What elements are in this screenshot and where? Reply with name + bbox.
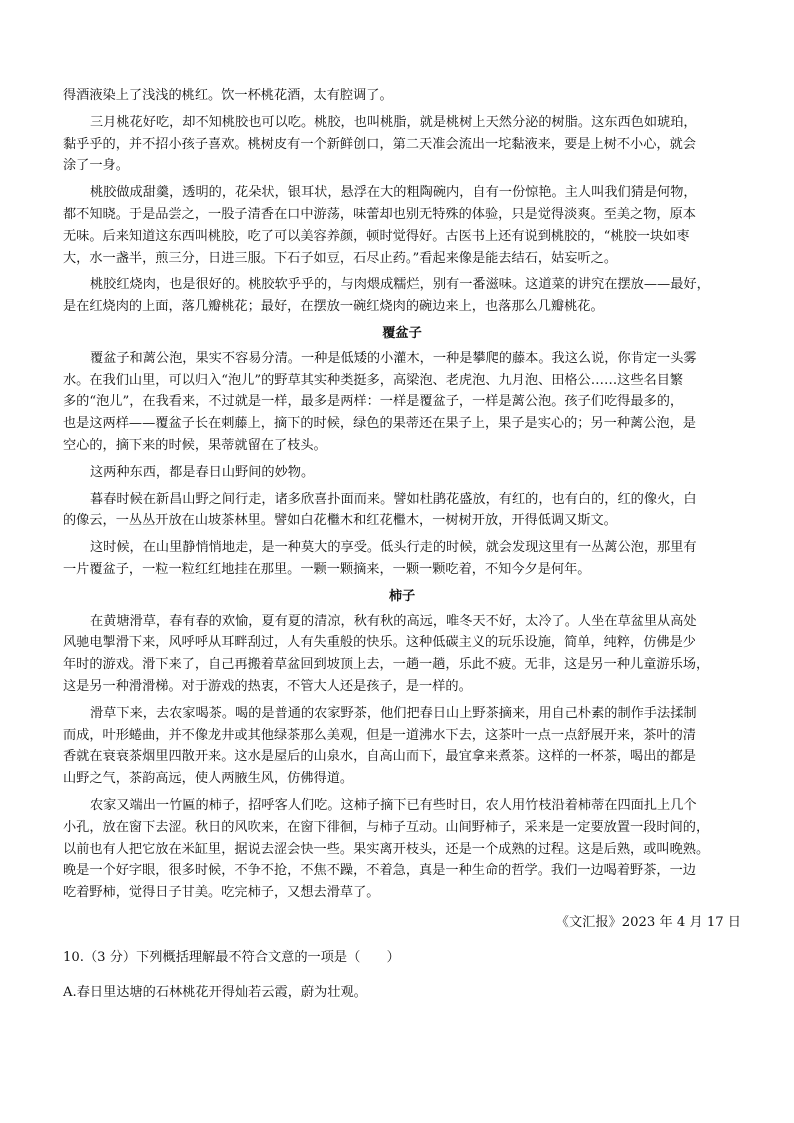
paragraph-taojiao-1 [63, 112, 741, 177]
paragraph-shizi-2 [63, 703, 741, 790]
text-line: 空心的，摘下来的时候，果蒂就留在了枝头。 [63, 437, 327, 453]
text-line: 香就在衰衰茶烟里四散开来。这水是屋后的山泉水，自高山而下，最宜拿来煮茶。这样的一杯茶，喝出的都是 [63, 749, 696, 765]
text-line: 而成，叶形蜷曲，并不像龙井或其他绿茶那么美观，但是一道沸水下去，这茶叶一点一点舒展开来，茶叶的清 [63, 727, 696, 743]
text-line: 这是另一种滑滑梯。对于游戏的热衷，不管大人还是孩子，是一样的。 [63, 678, 472, 694]
question-option-a: A.春日里达塘的石林桃花开得灿若云霞，蔚为壮观。 [63, 984, 367, 1000]
document-page [63, 85, 741, 1004]
text-line: 无味。后来知道这东西叫桃胶，吃了可以美容养颜，顿时觉得好。古医书上还有说到桃胶的，“桃胶一块如枣 [63, 228, 690, 244]
text-line: 山野之气，茶韵高远，使人两腋生风，仿佛得道。 [63, 771, 354, 787]
intro-line: 得酒液染上了浅浅的桃红。饮一杯桃花酒，太有腔调了。 [63, 88, 393, 103]
text-line: 桃胶做成甜羹，透明的，花朵状，银耳状，悬浮在大的粗陶碗内，自有一份惊艳。主人叫我们猜是何物， [90, 185, 697, 201]
text-line: 农家又端出一竹匾的柿子，招呼客人们吃。这柿子摘下已有些时日，农人用竹枝沿着柿蒂在四面扎上几个 [90, 797, 697, 813]
question-stem: 10.（3 分）下列概括理解最不符合文意的一项是（ ） [63, 949, 400, 965]
paragraph-shizi-1 [63, 611, 741, 698]
paragraph-taojiao-2 [63, 182, 741, 269]
text-line: 三月桃花好吃，却不知桃胶也可以吃。桃胶，也叫桃脂，就是桃树上天然分泌的树脂。这东西色如琥珀， [90, 114, 697, 130]
text-line: 的像云，一丛丛开放在山坡茶林里。譬如白花檵木和红花檵木，一树树开放，开得低调又斯文。 [63, 513, 617, 529]
text-line: 涂了一身。 [63, 158, 129, 174]
section-heading-shizi: 柿子 [388, 588, 416, 604]
text-line: 黏乎乎的，并不招小孩子喜欢。桃树皮有一个新鲜创口，第二天准会流出一坨黏液来，要是上树不小心，就会 [63, 136, 696, 152]
text-line: 以前也有人把它放在米缸里，据说去涩会快一些。果实离开枝头，还是一个成熟的过程。这是后熟，或叫晚熟。 [63, 841, 710, 857]
text-line: 都不知晓。于是品尝之，一股子清香在口中游荡，味蕾却也别无特殊的体验，只是觉得淡爽。至美之物，原本 [63, 206, 696, 222]
text-line: 是在红烧肉的上面，落几瓣桃花；最好，在摆放一碗红烧肉的碗边来上，也落那么几瓣桃花。 [63, 299, 604, 315]
paragraph-fupenzi-4 [63, 537, 741, 581]
text-line: 一片覆盆子，一粒一粒红红地挂在那里。一颗一颗摘来，一颗一颗吃着，不知今夕是何年。 [63, 561, 591, 577]
text-line: 吃着野柿，觉得日子甘美。吃完柿子，又想去滑草了。 [63, 885, 380, 901]
text-line: 风驰电掣滑下来，风呼呼从耳畔刮过，人有失重般的快乐。这种低碳主义的玩乐设施，简单，纯粹，仿佛是少 [63, 635, 696, 651]
text-line: 大，水一盏半，煎三分，日进三服。下石子如豆，石尽止药。”看起来像是能去结石，姑妄听之。 [63, 250, 618, 266]
text-line: 小孔，放在窗下去涩。秋日的风吹来，在窗下徘徊，与柿子互动。山间野柿子，采来是一定要放置一段时间的， [63, 819, 710, 835]
text-line: 桃胶红烧肉，也是很好的。桃胶软乎乎的，与肉煨成糯烂，别有一番滋味。这道菜的讲究在摆放——最好， [90, 277, 710, 293]
text-line: 水。在我们山里，可以归入“泡儿”的野草其实种类挺多，高梁泡、老虎泡、九月泡、田格公……这些名目繁 [63, 372, 684, 388]
section-heading-fupenzi: 覆盆子 [382, 325, 422, 341]
text-line: 晚是一个好字眼，很多时候，不争不抢，不焦不躁，不着急，真是一种生命的哲学。我们一边喝着野茶，一边 [63, 863, 696, 879]
text-line: 年时的游戏。滑下来了，自己再搬着草盆回到坡顶上去，一趟一趟，乐此不疲。无非，这是另一种儿童游乐场， [63, 657, 710, 673]
paragraph-shizi-3 [63, 795, 741, 904]
text-line: 滑草下来，去农家喝茶。喝的是普通的农家野茶，他们把春日山上野茶摘来，用自己朴素的制作手法揉制 [90, 705, 697, 721]
text-line: 这两种东西，都是春日山野间的妙物。 [90, 464, 315, 480]
text-line: 这时候，在山里静悄悄地走，是一种莫大的享受。低头行走的时候，就会发现这里有一丛蓠公泡，那里有 [90, 540, 697, 556]
paragraph-fupenzi-1 [63, 348, 741, 457]
text-line: 覆盆子和蓠公泡，果实不容易分清。一种是低矮的小灌木，一种是攀爬的藤本。我这么说，你肯定一头雾 [90, 350, 697, 366]
text-line: 在黄塘滑草，春有春的欢愉，夏有夏的清凉，秋有秋的高远，唯冬天不好，太冷了。人坐在草盆里从高处 [90, 613, 697, 629]
paragraph-taojiao-3 [63, 274, 741, 318]
text-line: 也是这两样——覆盆子长在刺藤上，摘下的时候，绿色的果蒂还在果子上，果子是实心的；另一种蓠公泡，是 [63, 416, 696, 432]
article-source: 《文汇报》2023 年 4 月 17 日 [555, 914, 741, 930]
paragraph-fupenzi-2 [63, 462, 741, 484]
text-line: 多的“泡儿”，在我看来，不过就是一样，最多是两样：一样是覆盆子，一样是蓠公泡。孩子们吃得最多的， [63, 394, 684, 410]
paragraph-fupenzi-3 [63, 489, 741, 533]
text-line: 暮春时候在新昌山野之间行走，诸多欣喜扑面而来。譬如杜鹃花盛放，有红的，也有白的，红的像火，白 [90, 491, 697, 507]
